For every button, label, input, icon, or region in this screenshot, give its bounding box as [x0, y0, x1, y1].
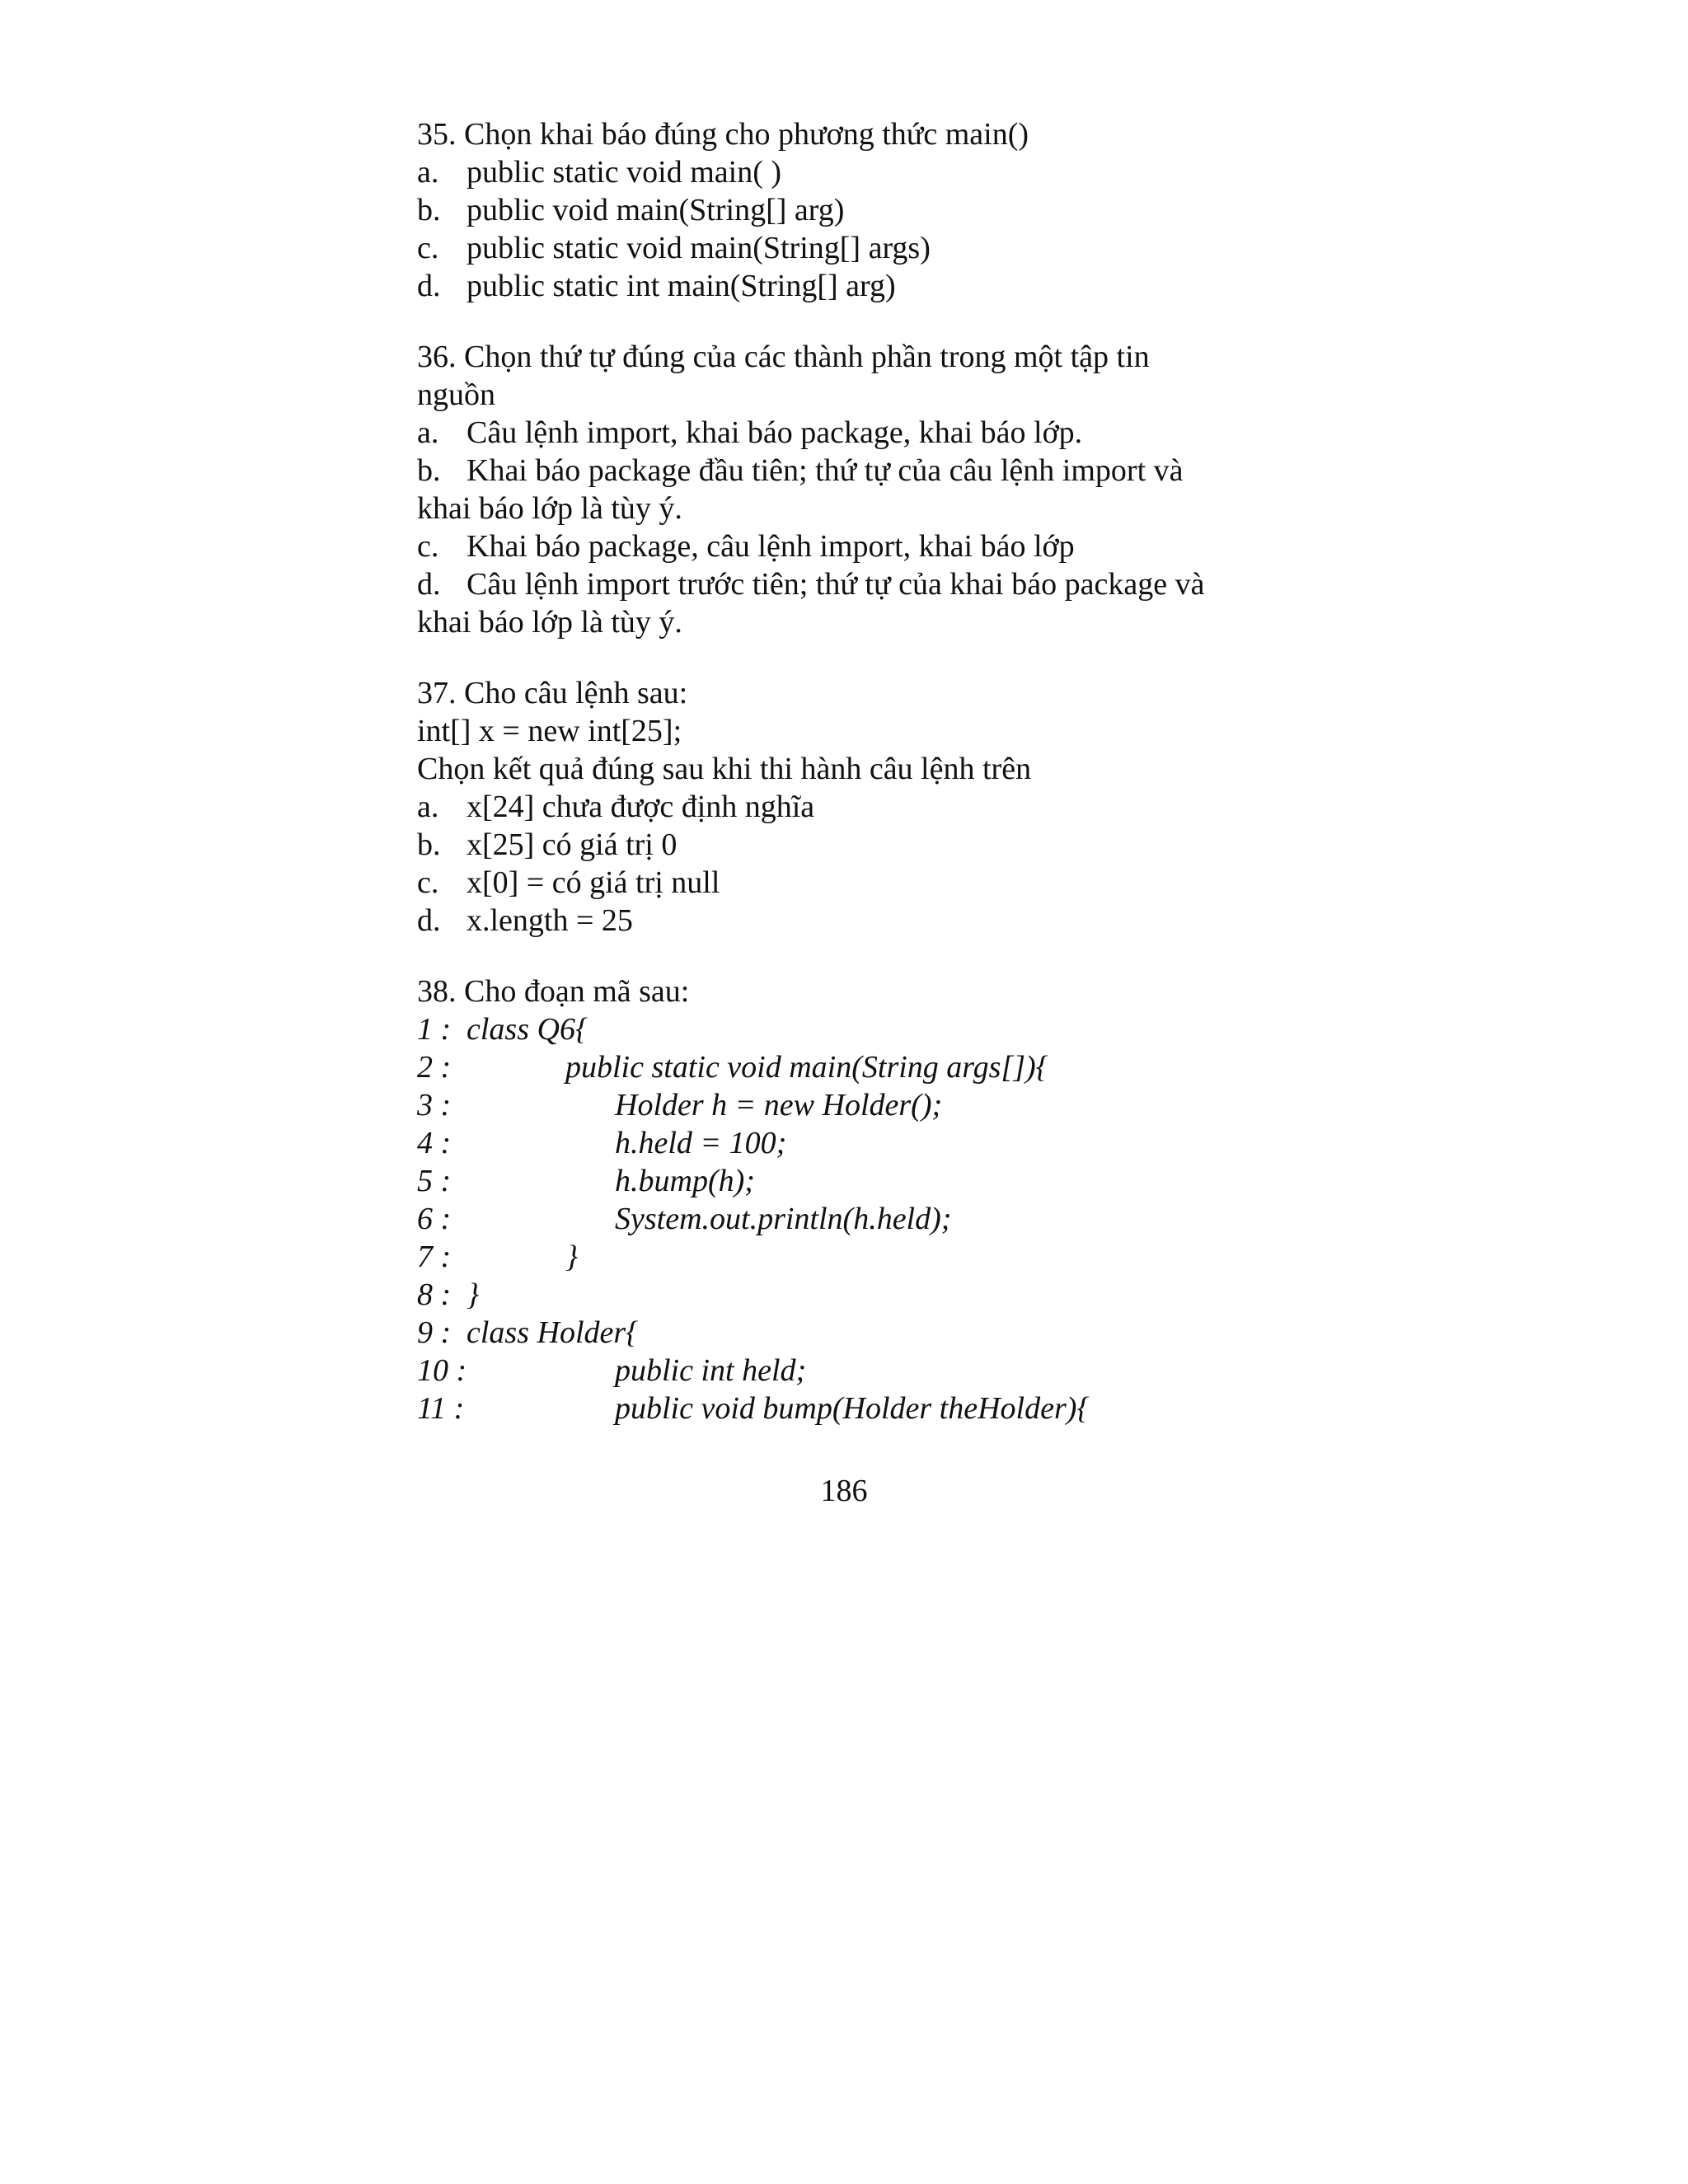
question-37-option-a: [417, 788, 1291, 826]
question-37-code: int[] x = new int[25];: [417, 714, 682, 748]
option-marker: b.: [417, 193, 441, 227]
question-36-option-b: [417, 452, 1291, 490]
question-36-option-d-continuation: khai báo lớp là tùy ý.: [417, 605, 682, 640]
code-text: }: [467, 1277, 480, 1312]
spacer: [417, 641, 1291, 674]
line-number: 7 :: [417, 1240, 452, 1274]
line-number: 10 :: [417, 1353, 467, 1388]
question-35-option-c: [417, 229, 1291, 267]
question-36-option-b-continuation: khai báo lớp là tùy ý.: [417, 491, 682, 526]
option-text: x[24] chưa được định nghĩa: [467, 790, 815, 824]
code-line: [417, 1010, 1291, 1048]
question-36-option-a: [417, 414, 1291, 452]
code-line: [417, 1352, 1291, 1390]
option-text: x.length = 25: [467, 903, 633, 938]
option-marker: c.: [417, 231, 439, 265]
question-35-option-d: [417, 267, 1291, 305]
question-35-title: 35. Chọn khai báo đúng cho phương thức main(): [417, 117, 1029, 152]
question-37-option-d: [417, 902, 1291, 940]
option-text: public static void main(String[] args): [467, 231, 931, 265]
line-number: 1 :: [417, 1012, 452, 1047]
page-content: [417, 115, 1291, 1427]
code-line: [417, 1162, 1291, 1200]
code-text: public void bump(Holder theHolder){: [615, 1391, 1090, 1426]
option-marker: c.: [417, 865, 439, 900]
question-36-option-c: [417, 527, 1291, 565]
line-number: 3 :: [417, 1088, 452, 1122]
code-line: [417, 1238, 1291, 1276]
code-line: [417, 1200, 1291, 1238]
code-text: Holder h = new Holder();: [615, 1088, 943, 1122]
option-text: Câu lệnh import, khai báo package, khai báo lớp.: [467, 415, 1083, 450]
question-37-prompt: Chọn kết quả đúng sau khi thi hành câu lệnh trên: [417, 752, 1032, 786]
option-text: x[0] = có giá trị null: [467, 865, 720, 900]
question-37-option-c: [417, 864, 1291, 902]
option-text: Câu lệnh import trước tiên; thứ tự của khai báo package và: [467, 567, 1205, 602]
option-marker: a.: [417, 790, 439, 824]
option-marker: d.: [417, 567, 441, 602]
option-text: Khai báo package đầu tiên; thứ tự của câu lệnh import và: [467, 453, 1184, 488]
option-marker: d.: [417, 269, 441, 303]
option-text: public void main(String[] arg): [467, 193, 845, 227]
question-36: [417, 338, 1291, 641]
code-text: h.bump(h);: [615, 1164, 755, 1198]
question-38-title: 38. Cho đoạn mã sau:: [417, 974, 690, 1009]
option-marker: b.: [417, 453, 441, 488]
page-number: 186: [820, 1474, 868, 1508]
code-line: [417, 1086, 1291, 1124]
code-text: h.held = 100;: [615, 1126, 787, 1160]
question-36-title-line-1: 36. Chọn thứ tự đúng của các thành phần trong một tập tin: [417, 340, 1150, 374]
code-text: class Holder{: [467, 1315, 639, 1350]
question-35-option-a: [417, 153, 1291, 191]
question-37-title: 37. Cho câu lệnh sau:: [417, 676, 688, 710]
option-text: public static void main( ): [467, 155, 782, 190]
code-line: [417, 1276, 1291, 1314]
line-number: 6 :: [417, 1202, 452, 1236]
line-number: 11 :: [417, 1391, 465, 1426]
option-marker: c.: [417, 529, 439, 564]
code-text: public static void main(String args[]){: [565, 1050, 1048, 1085]
spacer: [417, 940, 1291, 972]
option-marker: a.: [417, 415, 439, 450]
option-marker: a.: [417, 155, 439, 190]
option-text: public static int main(String[] arg): [467, 269, 896, 303]
line-number: 4 :: [417, 1126, 452, 1160]
question-36-title-line-2: nguồn: [417, 377, 495, 412]
code-text: }: [565, 1240, 579, 1274]
code-line: [417, 1314, 1291, 1352]
question-35: [417, 115, 1291, 305]
line-number: 9 :: [417, 1315, 452, 1350]
code-text: System.out.println(h.held);: [615, 1202, 952, 1236]
option-text: x[25] có giá trị 0: [467, 827, 678, 862]
code-line: [417, 1124, 1291, 1162]
question-38: [417, 972, 1291, 1427]
code-text: class Q6{: [467, 1012, 588, 1047]
option-text: Khai báo package, câu lệnh import, khai báo lớp: [467, 529, 1075, 564]
option-marker: b.: [417, 827, 441, 862]
question-36-option-d: [417, 565, 1291, 603]
line-number: 8 :: [417, 1277, 452, 1312]
code-listing: [417, 1010, 1291, 1427]
code-line: [417, 1390, 1291, 1427]
line-number: 5 :: [417, 1164, 452, 1198]
spacer: [417, 305, 1291, 338]
question-37: [417, 674, 1291, 940]
code-line: [417, 1048, 1291, 1086]
code-text: public int held;: [615, 1353, 807, 1388]
option-marker: d.: [417, 903, 441, 938]
line-number: 2 :: [417, 1050, 452, 1085]
question-35-option-b: [417, 191, 1291, 229]
question-37-option-b: [417, 826, 1291, 864]
